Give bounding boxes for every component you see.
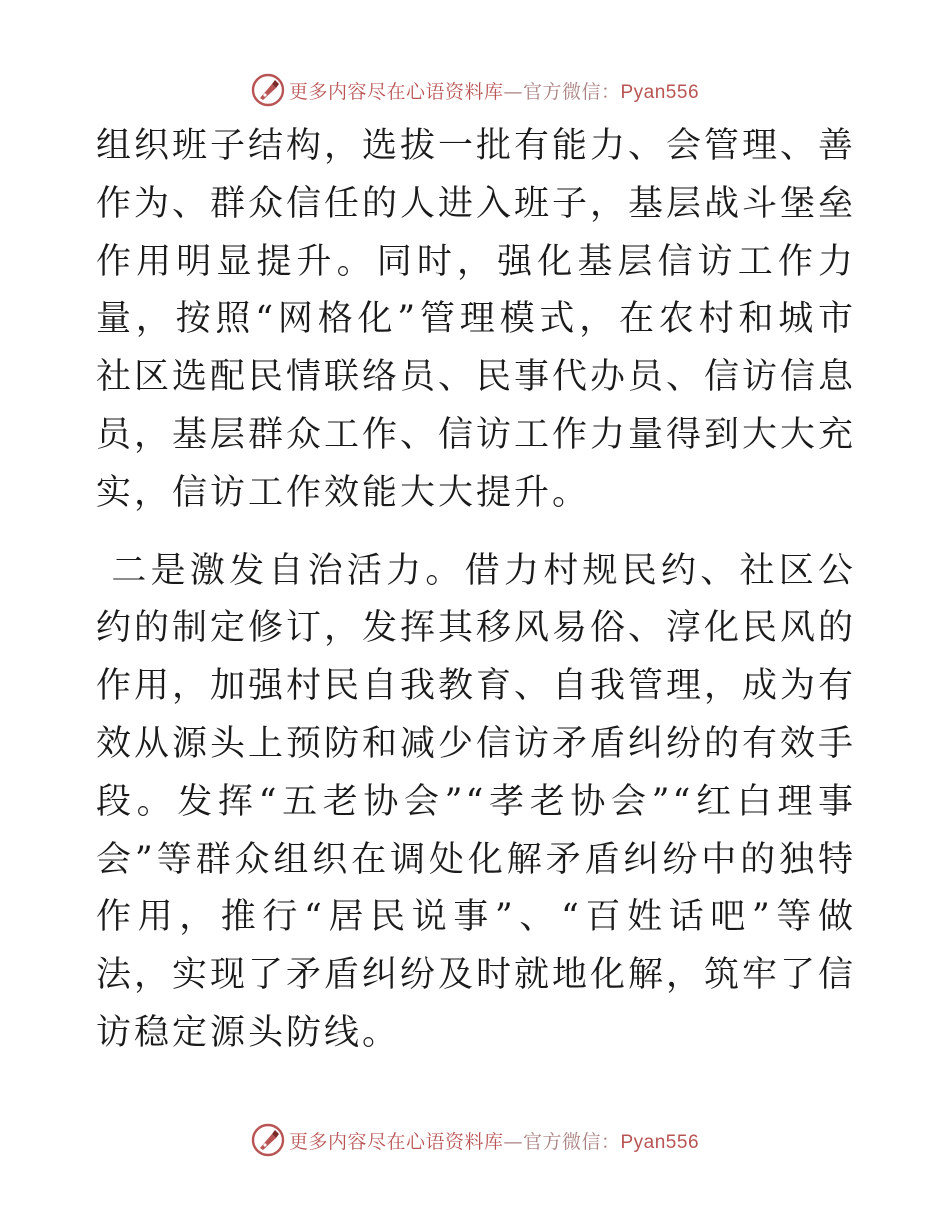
paragraph-2: 二是激发自治活力。借力村规民约、社区公约的制定修订，发挥其移风易俗、淳化民风的作用，加强村民自我教育、自我管理，成为有效从源头上预防和减少信访矛盾纠纷的有效手段。发挥“五老协会”“孝老协会”“红白理事会”等群众组织在调处化解矛盾纠纷中的独特作用，推行“居民说事”、“百姓话吧”等做法，实现了矛盾纠纷及时就地化解，筑牢了信访稳定源头防线。 xyxy=(96,550,857,1053)
header-watermark xyxy=(0,70,950,110)
header-brand-text: 更多内容尽在心语资料库—官方微信：Pyan556 xyxy=(288,80,700,103)
paragraph-1: 组织班子结构，选拔一批有能力、会管理、善作为、群众信任的人进入班子，基层战斗堡垒作用明显提升。同时，强化基层信访工作力量，按照“网格化”管理模式，在农村和城市社区选配民情联络员、民事代办员、信访信息员，基层群众工作、信访工作力量得到大大充实，信访工作效能大大提升。 xyxy=(96,126,857,513)
pen-nib-logo-icon xyxy=(251,73,285,107)
pen-nib-logo-icon xyxy=(251,1123,285,1157)
document-body xyxy=(96,118,856,1063)
footer-watermark xyxy=(0,1120,950,1160)
footer-brand-text: 更多内容尽在心语资料库—官方微信：Pyan556 xyxy=(288,1130,700,1153)
